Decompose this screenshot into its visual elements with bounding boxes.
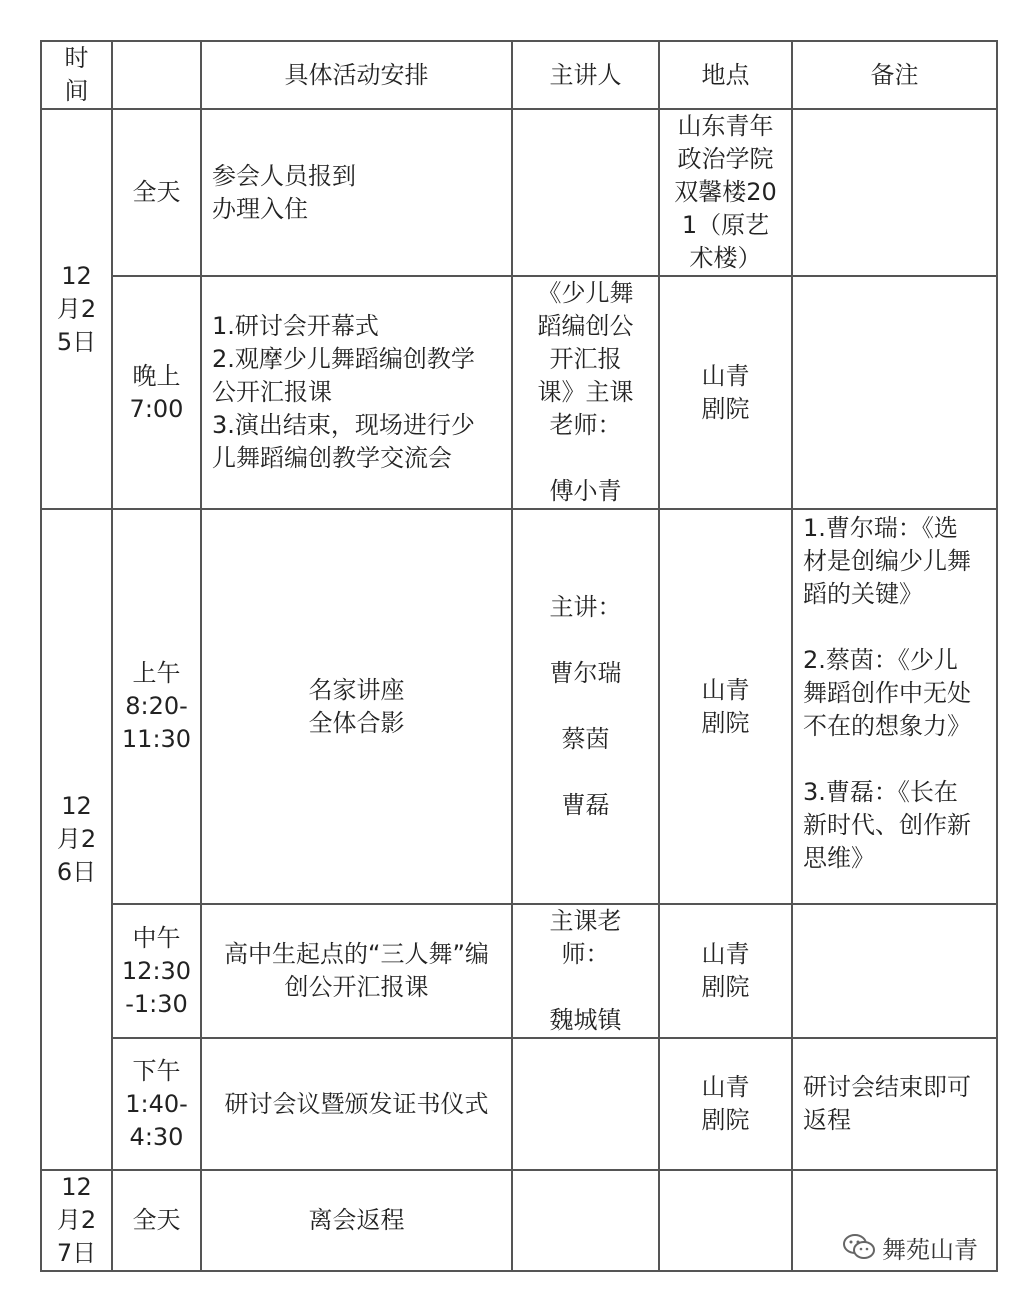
session-remark: 1.曹尔瑞：《选 材是创编少儿舞 蹈的关键》 2.蔡茵：《少儿 舞蹈创作中无处 不在的想象力》 3.曹磊：《长在 新时代、创作新 思维》: [792, 509, 997, 904]
session-activity: 研讨会议暨颁发证书仪式: [201, 1038, 512, 1170]
session-time: 全天: [112, 1170, 201, 1271]
session-activity: 名家讲座 全体合影: [201, 509, 512, 904]
session-speaker: 主讲： 曹尔瑞 蔡茵 曹磊: [512, 509, 659, 904]
header-row: [41, 41, 997, 109]
session-speaker: [512, 109, 659, 276]
wechat-icon: [842, 1233, 876, 1261]
session-time: 中午 12:30 -1:30: [112, 904, 201, 1038]
session-location: 山青 剧院: [659, 904, 792, 1038]
table-row: [41, 1038, 997, 1170]
session-activity: 高中生起点的“三人舞”编 创公开汇报课: [201, 904, 512, 1038]
session-location: 山青 剧院: [659, 509, 792, 904]
header-speaker: 主讲人: [512, 41, 659, 109]
session-remark: [792, 109, 997, 276]
table-row: [41, 109, 997, 276]
date-cell: 12 月2 6日: [41, 509, 112, 1170]
session-remark: [792, 276, 997, 509]
session-activity: 离会返程: [201, 1170, 512, 1271]
table-row: [41, 276, 997, 509]
watermark: [842, 1230, 978, 1264]
schedule-table: [40, 40, 998, 1272]
header-location: 地点: [659, 41, 792, 109]
watermark-text: 舞苑山青: [882, 1235, 978, 1264]
header-time: 时 间: [41, 41, 112, 109]
session-speaker: [512, 1170, 659, 1271]
session-location: [659, 1170, 792, 1271]
session-remark: [792, 904, 997, 1038]
date-cell: 12 月2 7日: [41, 1170, 112, 1271]
session-time: 下午 1:40- 4:30: [112, 1038, 201, 1170]
session-location: 山青 剧院: [659, 276, 792, 509]
session-speaker: [512, 1038, 659, 1170]
date-cell: 12 月2 5日: [41, 109, 112, 509]
session-time: 晚上 7:00: [112, 276, 201, 509]
session-activity: 1.研讨会开幕式 2.观摩少儿舞蹈编创教学 公开汇报课 3.演出结束，现场进行少 儿舞蹈编创教学交流会: [201, 276, 512, 509]
session-speaker: 《少儿舞 蹈编创公 开汇报 课》主课 老师： 傅小青: [512, 276, 659, 509]
header-remark: 备注: [792, 41, 997, 109]
session-speaker: 主课老 师： 魏城镇: [512, 904, 659, 1038]
session-time: 全天: [112, 109, 201, 276]
table-row: [41, 509, 997, 904]
session-time: 上午 8:20- 11:30: [112, 509, 201, 904]
session-remark: 研讨会结束即可 返程: [792, 1038, 997, 1170]
header-blank: [112, 41, 201, 109]
session-activity: 参会人员报到 办理入住: [201, 109, 512, 276]
session-location: 山青 剧院: [659, 1038, 792, 1170]
session-location: 山东青年 政治学院 双馨楼20 1（原艺 术楼）: [659, 109, 792, 276]
header-activity: 具体活动安排: [201, 41, 512, 109]
table-row: [41, 904, 997, 1038]
